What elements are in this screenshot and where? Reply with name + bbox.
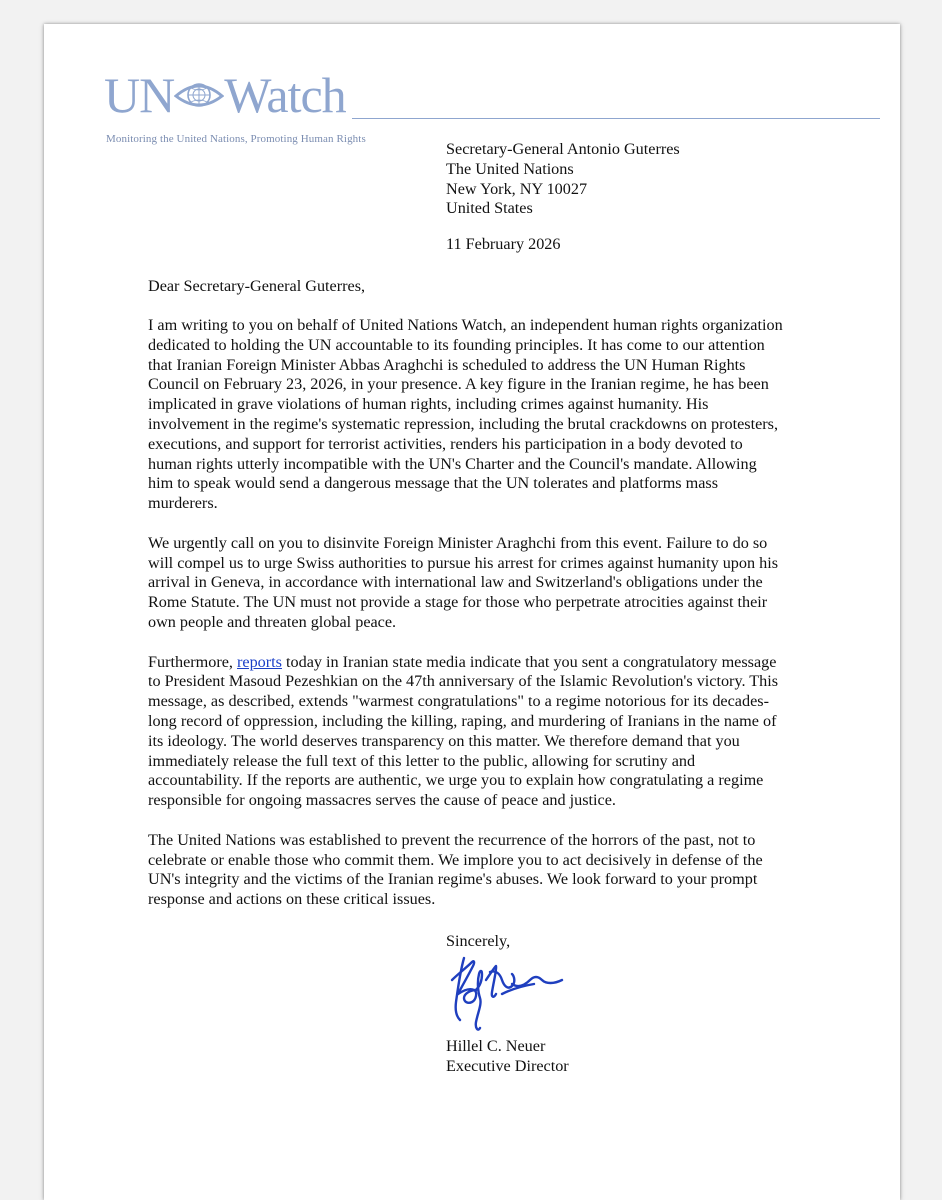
- recipient-line: United States: [446, 199, 533, 218]
- un-watch-logo: [104, 58, 864, 148]
- recipient-line: New York, NY 10027: [446, 179, 588, 198]
- paragraph-text: today in Iranian state media indicate that you sent a congratulatory message to President Masoud Pezeshkian on the 47th anniversary of the Islamic Revolution's victory. This message, as described, extends "warmest congratulations" to a regime notorious for its decades-long record of oppression, including the killing, raping, and murdering of Iranians in the name of its ideology. The world deserves transparency on this matter. We therefore demand that you immediately release the full text of this letter to the public, allowing for scrutiny and accountability. If the reports are authentic, we urge you to explain how congratulating a regime responsible for ongoing massacres serves the cause of peace and justice.: [148, 652, 779, 810]
- reports-link[interactable]: reports: [237, 652, 282, 671]
- signer-title: Executive Director: [446, 1056, 569, 1075]
- letter-date: 11 February 2026: [446, 235, 561, 253]
- signer-name: Hillel C. Neuer: [446, 1037, 546, 1055]
- body-paragraph: The United Nations was established to prevent the recurrence of the horrors of the past, not to celebrate or enable those who commit them. We implore you to act decisively in defense of the UN's integrity and the victims of the Iranian regime's abuses. We look forward to your prompt response and actions on these critical issues.: [148, 830, 763, 909]
- body-paragraph: We urgently call on you to disinvite Foreign Minister Araghchi from this event. Failure to do so will compel us to urge Swiss authorities to pursue his arrest for crimes against humanity upon his arrival in Geneva, in accordance with international law and Switzerland's obligations under the Rome Statute. The UN must not provide a stage for those who perpetrate atrocities against their own people and threaten global peace.: [148, 533, 779, 631]
- logo-divider-line: [352, 118, 880, 119]
- closing: Sincerely,: [446, 932, 511, 950]
- recipient-line: Secretary-General Antonio Guterres: [446, 140, 680, 158]
- body-paragraph: [148, 653, 784, 811]
- un-globe-icon: [174, 74, 224, 114]
- salutation: Dear Secretary-General Guterres,: [148, 277, 366, 295]
- letter-page: [44, 24, 900, 1200]
- logo-tagline: Monitoring the United Nations, Promoting Human Rights: [106, 133, 366, 145]
- letter-body: [148, 316, 784, 930]
- logo-text-un: UN: [104, 67, 175, 123]
- logo-text-watch: Watch: [224, 67, 346, 123]
- paragraph-text: Furthermore,: [148, 652, 238, 671]
- recipient-line: The United Nations: [446, 159, 574, 178]
- signer-block: [446, 1037, 569, 1077]
- logo-wordmark: [104, 58, 346, 123]
- recipient-address: [446, 140, 826, 219]
- body-paragraph: I am writing to you on behalf of United Nations Watch, an independent human rights organization dedicated to holding the UN accountable to its founding principles. It has come to our attention that Iranian Foreign Minister Abbas Araghchi is scheduled to address the UN Human Rights Council on February 23, 2026, in your presence. A key figure in the Iranian regime, he has been implicated in grave violations of human rights, including crimes against humanity. His involvement in the regime's systematic repression, including the brutal crackdowns on protesters, executions, and support for terrorist activities, renders his participation in a body devoted to human rights utterly incompatible with the UN's Charter and the Council's mandate. Allowing him to speak would send a dangerous message that the UN tolerates and platforms mass murderers.: [148, 316, 783, 513]
- handwritten-signature: [442, 950, 572, 1040]
